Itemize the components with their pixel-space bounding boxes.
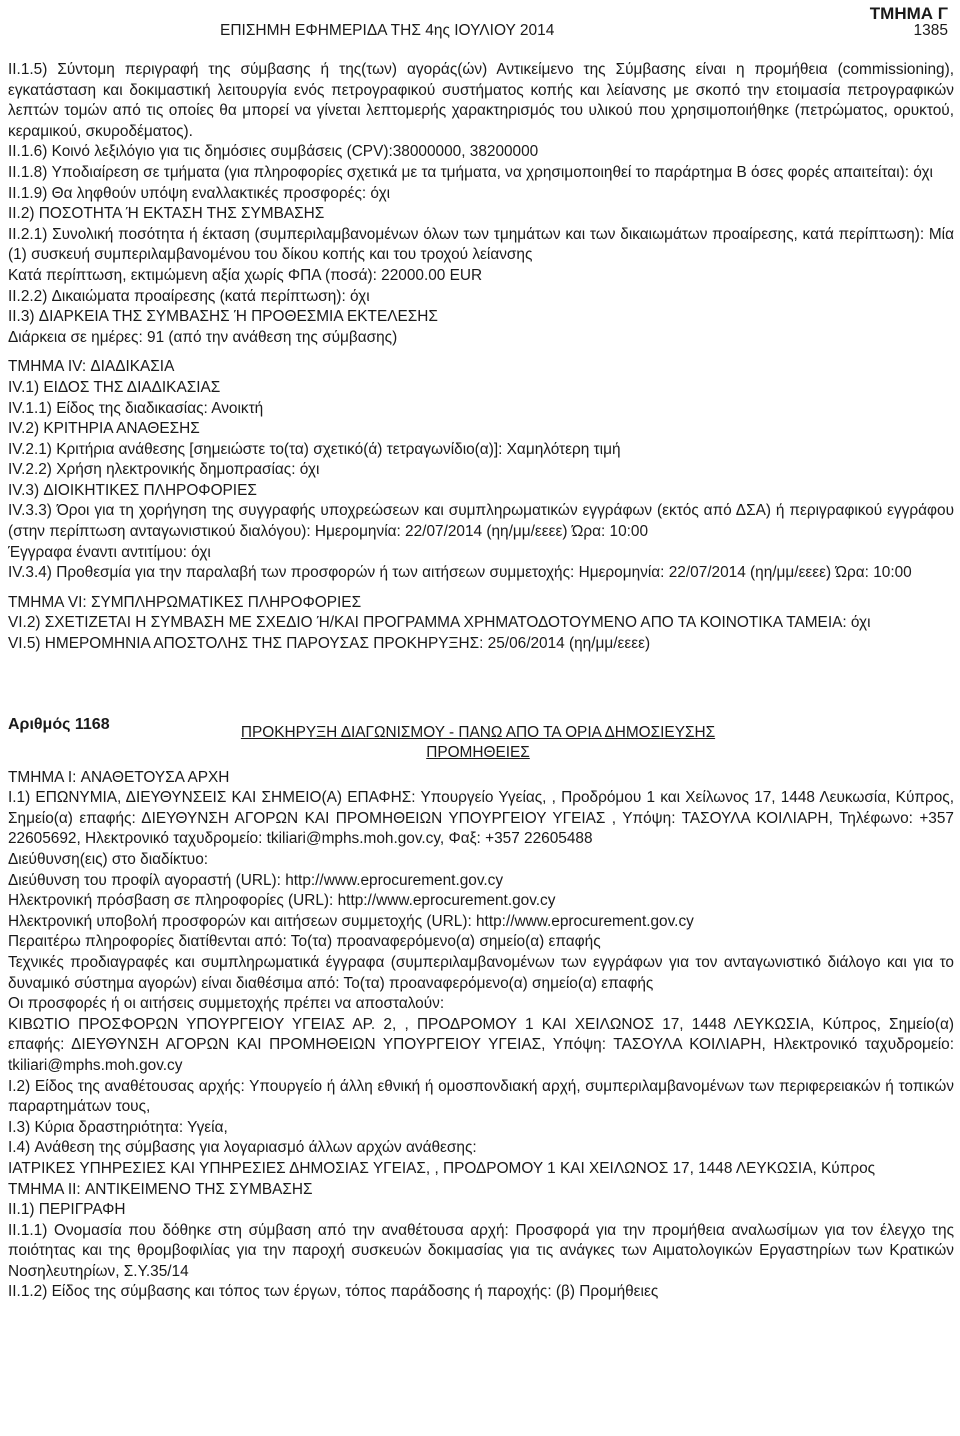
section-label: ΤΜΗΜΑ Γ (869, 4, 948, 23)
paragraph: II.2.1) Συνολική ποσότητα ή έκταση (συμπεριλαμβανομένων όλων των τμημάτων και των δικαιωμάτων προαίρεσης, κατά περίπτωση): Μία (1) συσκευή συμπεριλαμβανομένου του δίκου κοπής και του τροχού λείανσης (8, 225, 954, 264)
paragraph: IV.2) ΚΡΙΤΗΡΙΑ ΑΝΑΘΕΣΗΣ (8, 420, 200, 438)
paragraph: I.4) Ανάθεση της σύμβασης για λογαριασμό άλλων αρχών ανάθεσης: (8, 1139, 477, 1157)
paragraph: ΙΑΤΡΙΚΕΣ ΥΠΗΡΕΣΙΕΣ ΚΑΙ ΥΠΗΡΕΣΙΕΣ ΔΗΜΟΣΙΑΣ ΥΓΕΙΑΣ, , ΠΡΟΔΡΟΜΟΥ 1 ΚΑΙ ΧΕΙΛΩΝΟΣ 17, 1448 ΛΕΥΚΩΣΙΑ, Κύπρος (8, 1159, 876, 1177)
section-heading: ΤΜΗΜΑ VI: ΣΥΜΠΛΗΡΩΜΑΤΙΚΕΣ ΠΛΗΡΟΦΟΡΙΕΣ (8, 593, 362, 611)
paragraph: II.1.1) Ονομασία που δόθηκε στη σύμβαση από την αναθέτουσα αρχή: Προσφορά για την προμήθεια αναλωσίμων για τον έλεγχο της ποιότητας και της θρομβοφιλίας για την παροχή συσκευών δοκιμασίας για τις ανάγκες των Αιματολογικών Εργαστηρίων των Κρατικών Νοσηλευτηρίων, Σ.Υ.35/14 (8, 1221, 954, 1280)
announcement-header (8, 713, 954, 762)
paragraph: II.1.2) Είδος της σύμβασης και τόπος των έργων, τόπος παράδοσης ή παροχής: (β) Προμήθειες (8, 1283, 659, 1301)
paragraph: Ηλεκτρονική πρόσβαση σε πληροφορίες (URL): http://www.eprocurement.gov.cy (8, 892, 556, 910)
section-heading: ΤΜΗΜΑ IV: ΔΙΑΔΙΚΑΣΙΑ (8, 358, 175, 376)
paragraph: II.1.9) Θα ληφθούν υπόψη εναλλακτικές προσφορές: όχι (8, 184, 391, 202)
document-body (8, 60, 954, 1303)
paragraph: Διεύθυνση(εις) στο διαδίκτυο: (8, 851, 209, 868)
paragraph: IV.3.3) Όροι για τη χορήγηση της συγγραφής υποχρεώσεων και συμπληρωματικών εγγράφων (εκτός από ΔΣΑ) ή περιγραφικού εγγράφου (στην περίπτωση ανταγωνιστικού διαλόγου): Ημερομηνία: 22/07/2014 (ηη/μμ/εεεε) Ώρα: 10:00 (8, 502, 954, 541)
paragraph: Περαιτέρω πληροφορίες διατίθενται από: Το(τα) προαναφερόμενο(α) σημείο(α) επαφής (8, 933, 601, 951)
announcement-number: Αριθμός 1168 (8, 715, 110, 733)
paragraph: IV.2.2) Χρήση ηλεκτρονικής δημοπρασίας: όχι (8, 461, 320, 479)
paragraph: IV.1.1) Είδος της διαδικασίας: Ανοικτή (8, 399, 264, 417)
paragraph: II.1.5) Σύντομη περιγραφή της σύμβασης ή της(των) αγοράς(ών) Αντικείμενο της Σύμβασης είναι η προμήθεια (commissioning), εγκατάσταση και δοκιμαστική λειτουργία ενός πετρογραφικού συστήματος κοπής και λείανσης με σκοπό την ετοιμασία πετρογραφικών λεπτών τομών από τις οποίες θα μπορεί να γίνεται λεπτομερής χαρακτηρισμός του υλικού που χρησιμοποιήθηκε (πετρώματος, ορυκτού, κεραμικού, σκυροδέματος). (8, 61, 954, 140)
paragraph: Τεχνικές προδιαγραφές και συμπληρωματικά έγγραφα (συμπεριλαμβανομένων των εγγράφων για τον ανταγωνιστικό διάλογο και για το δυναμικό σύστημα αγορών) είναι διαθέσιμα από: Το(τα) προαναφερόμενο(α) σημείο(α) επαφής (8, 953, 954, 992)
paragraph: ΚΙΒΩΤΙΟ ΠΡΟΣΦΟΡΩΝ ΥΠΟΥΡΓΕΙΟΥ ΥΓΕΙΑΣ ΑΡ. 2, , ΠΡΟΔΡΟΜΟΥ 1 ΚΑΙ ΧΕΙΛΩΝΟΣ 17, 1448 ΛΕΥΚΩΣΙΑ, Κύπρος, Σημείο(α) επαφής: ΔΙΕΥΘΥΝΣΗ ΑΓΟΡΩΝ ΚΑΙ ΠΡΟΜΗΘΕΙΩΝ ΥΠΟΥΡΓΕΙΟΥ ΥΓΕΙΑΣ, Υπόψη: ΤΑΣΟΥΛΑ ΚΟΙΛΙΑΡΗ, Ηλεκτρονικό ταχυδρομείο: tkiliari@mphs.moh.gov.cy (8, 1015, 954, 1074)
paragraph: II.2) ΠΟΣΟΤΗΤΑ Ή ΕΚΤΑΣΗ ΤΗΣ ΣΥΜΒΑΣΗΣ (8, 205, 325, 223)
paragraph: VI.2) ΣΧΕΤΙΖΕΤΑΙ Η ΣΥΜΒΑΣΗ ΜΕ ΣΧΕΔΙΟ Ή/ΚΑΙ ΠΡΟΓΡΑΜΜΑ ΧΡΗΜΑΤΟΔΟΤΟΥΜΕΝΟ ΑΠΟ ΤΑ ΚΟΙΝΟΤΙΚΑ ΤΑΜΕΙΑ: όχι (8, 614, 871, 632)
paragraph: IV.2.1) Κριτήρια ανάθεσης [σημειώστε το(τα) σχετικό(ά) τετραγωνίδιο(α)]: Χαμηλότερη τιμή (8, 440, 621, 458)
gazette-header: ΕΠΙΣΗΜΗ ΕΦΗΜΕΡΙΔΑ ΤΗΣ 4ης ΙΟΥΛΙΟΥ 2014 (220, 22, 555, 39)
paragraph: VI.5) ΗΜΕΡΟΜΗΝΙΑ ΑΠΟΣΤΟΛΗΣ ΤΗΣ ΠΑΡΟΥΣΑΣ ΠΡΟΚΗΡΥΞΗΣ: 25/06/2014 (ηη/μμ/εεεε) (8, 635, 651, 653)
paragraph: I.2) Είδος της αναθέτουσας αρχής: Υπουργείο ή άλλη εθνική ή ομοσπονδιακή αρχή, συμπεριλαμβανομένων των περιφερειακών ή τοπικών παραρτημάτων τους, (8, 1077, 954, 1116)
paragraph: Ηλεκτρονική υποβολή προσφορών και αιτήσεων συμμετοχής (URL): http://www.eprocurement.gov.cy (8, 912, 694, 930)
paragraph: Διεύθυνση του προφίλ αγοραστή (URL): http://www.eprocurement.gov.cy (8, 871, 504, 889)
paragraph: II.1.8) Υποδιαίρεση σε τμήματα (για πληροφορίες σχετικά με τα τμήματα, να χρησιμοποιηθεί το παράρτημα Β όσες φορές απαιτείται): όχι (8, 163, 933, 181)
paragraph: Κατά περίπτωση, εκτιμώμενη αξία χωρίς ΦΠΑ (ποσά): 22000.00 EUR (8, 266, 483, 284)
section-heading: ΤΜΗΜΑ I: ΑΝΑΘΕΤΟΥΣΑ ΑΡΧΗ (8, 768, 230, 786)
page-number: 1385 (913, 22, 948, 39)
paragraph: I.3) Κύρια δραστηριότητα: Υγεία, (8, 1118, 228, 1136)
announcement-title (198, 723, 758, 764)
paragraph: I.1) ΕΠΩΝΥΜΙΑ, ΔΙΕΥΘΥΝΣΕΙΣ ΚΑΙ ΣΗΜΕΙΟ(Α) ΕΠΑΦΗΣ: Υπουργείο Υγείας, , Προδρόμου 1 και Χείλωνος 17, 1448 Λευκωσία, Κύπρος, Σημείο(α) επαφής: ΔΙΕΥΘΥΝΣΗ ΑΓΟΡΩΝ ΚΑΙ ΠΡΟΜΗΘΕΙΩΝ ΥΠΟΥΡΓΕΙΟΥ ΥΓΕΙΑΣ , Υπόψη: ΤΑΣΟΥΛΑ ΚΟΙΛΙΑΡΗ, Τηλέφωνο: +357 22605692, Ηλεκτρονικό ταχυδρομείο: tkiliari@mphs.moh.gov.cy, Φαξ: +357 22605488 (8, 789, 954, 848)
paragraph: IV.3.4) Προθεσμία για την παραλαβή των προσφορών ή των αιτήσεων συμμετοχής: Ημερομηνία: 22/07/2014 (ηη/μμ/εεεε) Ώρα: 10:00 (8, 564, 912, 582)
paragraph: II.1.6) Κοινό λεξιλόγιο για τις δημόσιες συμβάσεις (CPV):38000000, 38200000 (8, 143, 539, 161)
announcement-title-line: ΠΡΟΚΗΡΥΞΗ ΔΙΑΓΩΝΙΣΜΟΥ - ΠΑΝΩ ΑΠΟ ΤΑ ΟΡΙΑ ΔΗΜΟΣΙΕΥΣΗΣ (240, 723, 716, 741)
announcement-title-line: ΠΡΟΜΗΘΕΙΕΣ (426, 744, 530, 762)
paragraph: Διάρκεια σε ημέρες: 91 (από την ανάθεση της σύμβασης) (8, 328, 398, 346)
paragraph: IV.3) ΔΙΟΙΚΗΤΙΚΕΣ ΠΛΗΡΟΦΟΡΙΕΣ (8, 481, 257, 499)
paragraph: II.3) ΔΙΑΡΚΕΙΑ ΤΗΣ ΣΥΜΒΑΣΗΣ Ή ΠΡΟΘΕΣΜΙΑ ΕΚΤΕΛΕΣΗΣ (8, 308, 438, 326)
paragraph: Οι προσφορές ή οι αιτήσεις συμμετοχής πρέπει να αποσταλούν: (8, 995, 445, 1013)
paragraph: IV.1) ΕΙΔΟΣ ΤΗΣ ΔΙΑΔΙΚΑΣΙΑΣ (8, 378, 221, 396)
paragraph: II.1) ΠΕΡΙΓΡΑΦΗ (8, 1201, 126, 1219)
section-heading: ΤΜΗΜΑ II: ΑΝΤΙΚΕΙΜΕΝΟ ΤΗΣ ΣΥΜΒΑΣΗΣ (8, 1180, 313, 1198)
paragraph: Έγγραφα έναντι αντιτίμου: όχι (8, 543, 211, 561)
paragraph: II.2.2) Δικαιώματα προαίρεσης (κατά περίπτωση): όχι (8, 287, 370, 305)
